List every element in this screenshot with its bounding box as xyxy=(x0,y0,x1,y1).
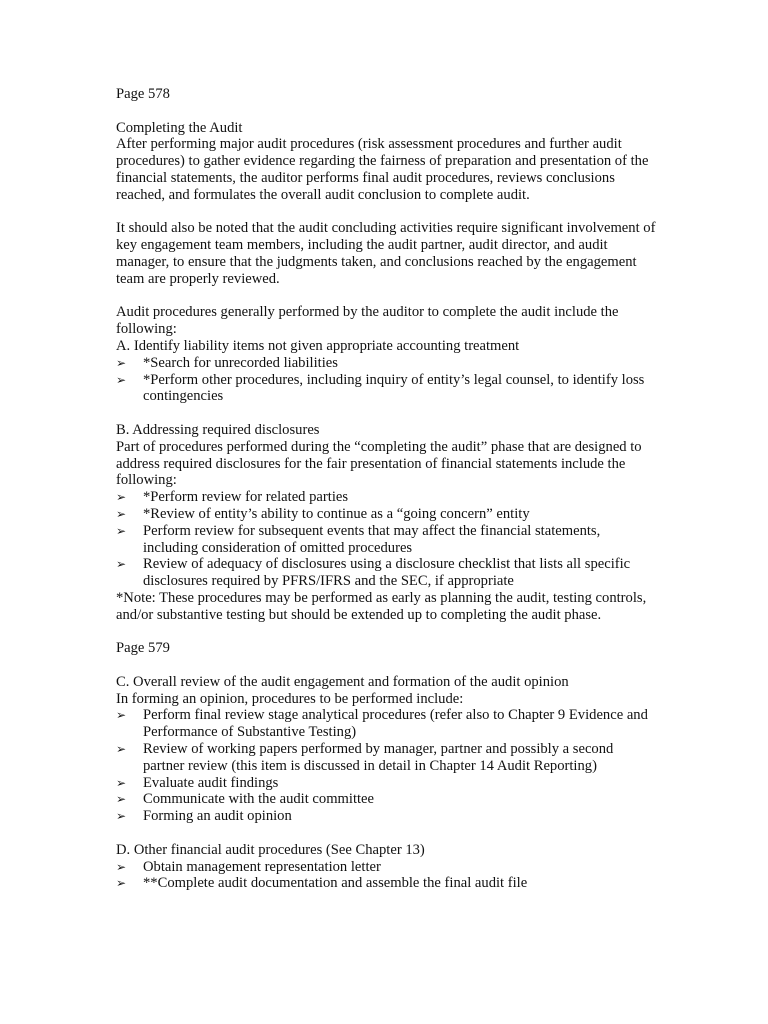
arrow-bullet-icon: ➢ xyxy=(116,355,127,370)
arrow-bullet-icon: ➢ xyxy=(116,792,127,807)
list-item-text: *Perform review for related parties xyxy=(143,489,349,506)
list-item xyxy=(116,859,656,876)
arrow-bullet-icon: ➢ xyxy=(116,490,127,505)
section-d-heading: D. Other financial audit procedures (See Chapter 13) xyxy=(116,841,425,858)
list-item xyxy=(116,372,656,406)
section-b-heading: B. Addressing required disclosures xyxy=(116,421,320,438)
spacer xyxy=(116,204,656,221)
spacer xyxy=(116,624,656,641)
list-item-text: *Search for unrecorded liabilities xyxy=(143,354,338,371)
arrow-bullet-icon: ➢ xyxy=(116,775,127,790)
spacer xyxy=(116,825,656,842)
list-item xyxy=(116,523,656,557)
spacer xyxy=(116,657,656,674)
arrow-bullet-icon: ➢ xyxy=(116,876,127,891)
arrow-bullet-icon: ➢ xyxy=(116,809,127,824)
section-c-bullet-list xyxy=(116,707,656,825)
list-item-text: *Perform other procedures, including inquiry of entity’s legal counsel, to identify loss contingencies xyxy=(143,371,645,405)
note-paragraph: It should also be noted that the audit concluding activities require significant involvement of key engagement team members, including the audit partner, audit director, and audit manager, to ensure that the judgments taken, and conclusions reached by the engagement team are properly reviewed. xyxy=(116,220,656,287)
list-item xyxy=(116,775,656,792)
list-item-text: Evaluate audit findings xyxy=(143,774,279,791)
section-c-intro: In forming an opinion, procedures to be performed include: xyxy=(116,690,464,707)
list-item-text: Communicate with the audit committee xyxy=(143,791,375,808)
section-d-bullet-list xyxy=(116,859,656,893)
list-item-text: Forming an audit opinion xyxy=(143,808,292,825)
procedures-intro: Audit procedures generally performed by the auditor to complete the audit include the following: xyxy=(116,304,619,338)
list-item xyxy=(116,506,656,523)
page-number-579: Page 579 xyxy=(116,640,170,657)
section-a-bullet-list xyxy=(116,355,656,405)
list-item-text: Obtain management representation letter xyxy=(143,858,381,875)
list-item xyxy=(116,707,656,741)
list-item-text: **Complete audit documentation and assemble the final audit file xyxy=(143,875,528,892)
list-item xyxy=(116,741,656,775)
arrow-bullet-icon: ➢ xyxy=(116,742,127,757)
page-number-578: Page 578 xyxy=(116,86,170,102)
section-a-heading: A. Identify liability items not given appropriate accounting treatment xyxy=(116,337,520,354)
list-item-text: Perform review for subsequent events that may affect the financial statements, including consideration of omitted procedures xyxy=(143,522,601,556)
arrow-bullet-icon: ➢ xyxy=(116,523,127,538)
spacer xyxy=(116,405,656,422)
list-item xyxy=(116,489,656,506)
spacer xyxy=(116,103,656,120)
section-b-bullet-list xyxy=(116,489,656,590)
section-b-intro: Part of procedures performed during the “completing the audit” phase that are designed to address required disclosures for the fair presentation of financial statements include the following: xyxy=(116,438,642,489)
list-item-text: Review of adequacy of disclosures using a disclosure checklist that lists all specific disclosures required by PFRS/IFRS and the SEC, if appropriate xyxy=(143,556,631,590)
list-item-text: Perform final review stage analytical procedures (refer also to Chapter 9 Evidence and Performance of Substantive Testing) xyxy=(143,707,648,741)
list-item xyxy=(116,791,656,808)
arrow-bullet-icon: ➢ xyxy=(116,859,127,874)
arrow-bullet-icon: ➢ xyxy=(116,557,127,572)
section-heading-completing-the-audit: Completing the Audit xyxy=(116,119,243,136)
list-item-text: Review of working papers performed by manager, partner and possibly a second partner review (this item is discussed in detail in Chapter 14 Audit Reporting) xyxy=(143,741,614,774)
intro-paragraph: After performing major audit procedures (risk assessment procedures and further audit procedures) to gather evidence regarding the fairness of preparation and presentation of the financial statements, the auditor performs final audit procedures, reviews conclusions reached, and formulates the overall audit conclusion to complete audit. xyxy=(116,136,649,203)
arrow-bullet-icon: ➢ xyxy=(116,506,127,521)
document-page xyxy=(116,86,656,892)
list-item xyxy=(116,355,656,372)
spacer xyxy=(116,288,656,305)
arrow-bullet-icon: ➢ xyxy=(116,372,127,387)
list-item xyxy=(116,875,656,892)
list-item xyxy=(116,808,656,825)
list-item-text: *Review of entity’s ability to continue as a “going concern” entity xyxy=(143,505,530,522)
arrow-bullet-icon: ➢ xyxy=(116,708,127,723)
section-b-note: *Note: These procedures may be performed as early as planning the audit, testing controls, and/or substantive testing but should be extended up to completing the audit phase. xyxy=(116,589,647,623)
list-item xyxy=(116,556,656,590)
section-c-heading: C. Overall review of the audit engagement and formation of the audit opinion xyxy=(116,673,569,690)
